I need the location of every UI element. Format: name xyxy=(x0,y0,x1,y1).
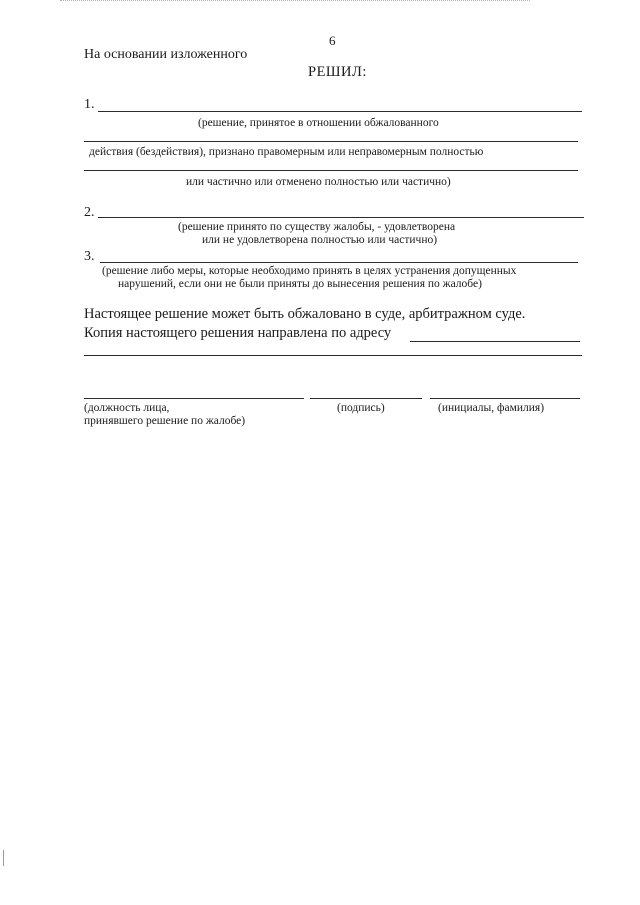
item-1-caption-1: (решение, принятое в отношении обжалованного xyxy=(198,117,439,129)
item-1-caption-2: действия (бездействия), признано правомерным или неправомерным полностью xyxy=(89,146,484,158)
item-3-number: 3. xyxy=(84,249,95,264)
address-fill-line xyxy=(410,341,580,342)
position-caption-1: (должность лица, xyxy=(84,402,170,414)
item-1-fill-line-3 xyxy=(84,170,578,171)
initials-caption: (инициалы, фамилия) xyxy=(438,402,545,414)
item-1-fill-line xyxy=(98,111,582,112)
item-1-fill-line-2 xyxy=(84,141,578,142)
scan-artifact-left-edge xyxy=(3,850,4,866)
position-caption-2: принявшего решение по жалобе) xyxy=(84,415,246,427)
page-number: 6 xyxy=(329,33,336,48)
signature-caption: (подпись) xyxy=(337,402,385,414)
item-2-caption-1: (решение принято по существу жалобы, - удовлетворена xyxy=(178,221,456,233)
item-2-caption-2: или не удовлетворена полностью или частично) xyxy=(202,234,438,246)
decision-heading: РЕШИЛ: xyxy=(308,64,367,80)
intro-text: На основании изложенного xyxy=(84,47,248,62)
item-3-caption-1: (решение либо меры, которые необходимо принять в целях устранения допущенных xyxy=(102,265,517,277)
copy-sent-to-text: Копия настоящего решения направлена по адресу xyxy=(84,325,392,341)
item-3-fill-line xyxy=(100,262,578,263)
scan-artifact-top xyxy=(60,0,530,4)
item-1-caption-3: или частично или отменено полностью или частично) xyxy=(186,176,451,188)
initials-fill-line xyxy=(430,398,580,399)
item-2-number: 2. xyxy=(84,205,95,220)
signature-fill-line xyxy=(310,398,422,399)
item-1-number: 1. xyxy=(84,97,95,112)
item-3-caption-2: нарушений, если они не были приняты до вынесения решения по жалобе) xyxy=(118,278,482,290)
address-fill-line-2 xyxy=(84,355,582,356)
item-2-fill-line xyxy=(98,217,584,218)
appeal-notice: Настоящее решение может быть обжаловано в суде, арбитражном суде. xyxy=(84,306,526,322)
position-fill-line xyxy=(84,398,304,399)
